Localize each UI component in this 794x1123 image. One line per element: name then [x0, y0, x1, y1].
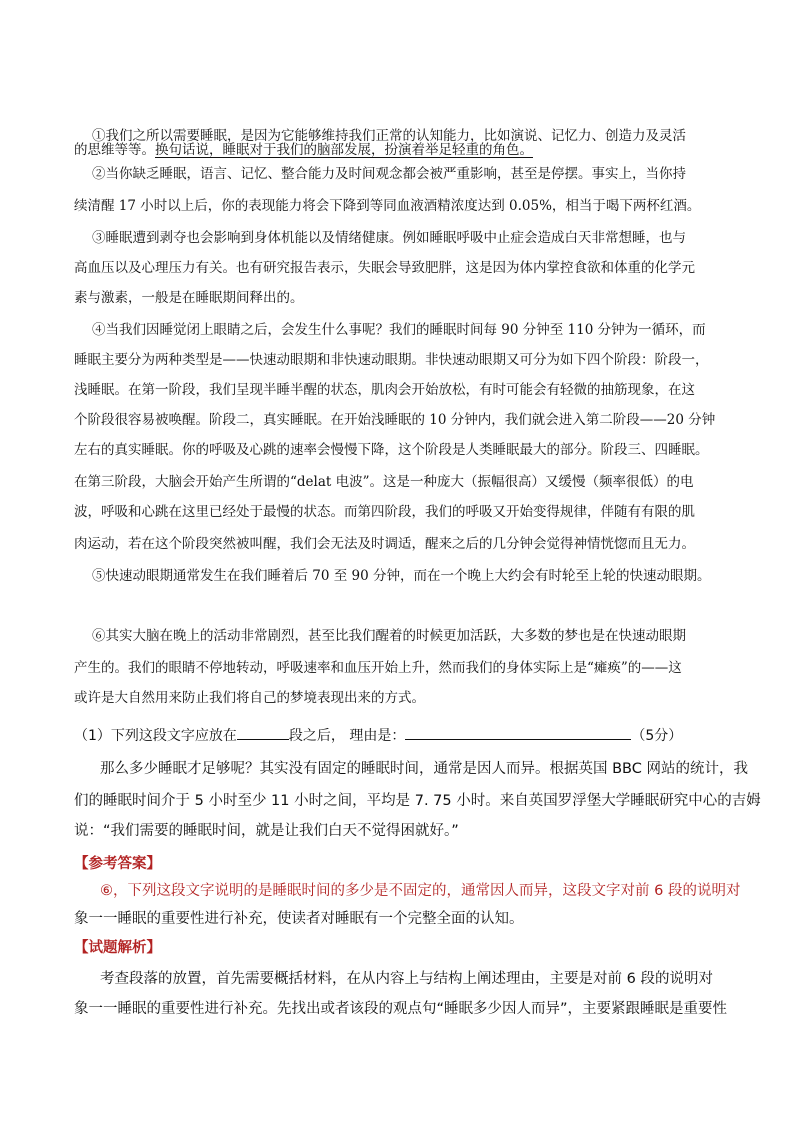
question-prefix: （1）下列这段文字应放在: [74, 728, 237, 744]
question-paragraph-line2: 们的睡眠时间介于 5 小时至少 11 小时之间，平均是 7. 75 小时。来自英国罗浮堡大学睡眠研究中心的吉姆: [74, 793, 761, 809]
passage-p4-line1: ④当我们因睡觉闭上眼睛之后，会发生什么事呢？我们的睡眠时间每 90 分钟至 110 分钟为一循环，而: [92, 322, 706, 338]
answer-blank-reason: [405, 724, 631, 740]
passage-p6-line2: 产生的。我们的眼睛不停地转动，呼吸速率和血压开始上升，然而我们的身体实际上是“瘫痪”的——这: [74, 660, 682, 676]
question-1: [74, 724, 682, 746]
question-score: （5分）: [631, 728, 683, 744]
passage-p5-line1: ⑤快速动眼期通常发生在我们睡着后 70 至 90 分钟，而在一个晚上大约会有时轮至上轮的快速动眼期。: [92, 568, 711, 584]
passage-p3-line2: 高血压以及心理压力有关。也有研究报告表示，失眠会导致肥胖，这是因为体内掌控食欲和体重的化学元: [74, 260, 695, 276]
question-paragraph-line3: 说：“我们需要的睡眠时间，就是让我们白天不觉得困就好。”: [74, 823, 459, 839]
passage-p2-line1: ②当你缺乏睡眠，语言、记忆、整合能力及时间观念都会被严重影响，甚至是停摆。事实上，当你持: [92, 166, 686, 182]
question-paragraph-line1: 那么多少睡眠才足够呢？其实没有固定的睡眠时间，通常是因人而异。根据英国 BBC 网站的统计，我: [100, 761, 748, 777]
passage-p1-underlined-sentence: 换句话说，睡眠对于我们的脑部发展，扮演着举足轻重的角色。: [155, 142, 533, 158]
question-middle: 段之后， 理由是：: [288, 728, 406, 744]
reference-answer-line1: ⑥，下列这段文字说明的是睡眠时间的多少是不固定的，通常因人而异，这段文字对前 6 段的说明对: [100, 883, 741, 899]
analysis-line2: 象一一睡眠的重要性进行补充。先找出或者该段的观点句“睡眠多少因人而异”，主要紧跟睡眠是重要性: [74, 1001, 728, 1017]
reference-answer-line2: 象一一睡眠的重要性进行补充，使读者对睡眠有一个完整全面的认知。: [74, 911, 524, 927]
passage-p1-line2: [74, 140, 533, 160]
passage-p4-line4: 个阶段很容易被唤醒。阶段二，真实睡眠。在开始浅睡眠的 10 分钟内，我们就会进入第二阶段——20 分钟: [74, 412, 716, 428]
passage-p6-line3: 或许是大自然用来防止我们将自己的梦境表现出来的方式。: [74, 690, 425, 706]
passage-p4-line6: 在第三阶段，大脑会开始产生所谓的“delat 电波”。这是一种庞大（振幅很高）又缓慢（频率很低）的电: [74, 474, 694, 490]
passage-p4-line3: 浅睡眠。在第一阶段，我们呈现半睡半醒的状态，肌肉会开始放松，有时可能会有轻微的抽筋现象，在这: [74, 382, 695, 398]
analysis-line1: 考查段落的放置，首先需要概括材料，在从内容上与结构上阐述理由，主要是对前 6 段的说明对: [100, 971, 713, 987]
reference-answer-label: 【参考答案】: [74, 856, 161, 872]
passage-p4-line5: 左右的真实睡眠。你的呼吸及心跳的速率会慢慢下降，这个阶段是人类睡眠最大的部分。阶段三、四睡眠。: [74, 442, 709, 458]
passage-p3-line3: 素与激素，一般是在睡眠期间释出的。: [74, 290, 304, 306]
passage-p1-line1: ①我们之所以需要睡眠，是因为它能够维持我们正常的认知能力，比如演说、记忆力、创造力及灵活: [92, 128, 686, 144]
answer-blank-paragraph: [237, 724, 289, 740]
passage-p3-line1: ③睡眠遭到剥夺也会影响到身体机能以及情绪健康。例如睡眠呼吸中止症会造成白天非常想睡，也与: [92, 230, 686, 246]
passage-p4-line2: 睡眠主要分为两种类型是——快速动眼期和非快速动眼期。非快速动眼期又可分为如下四个阶段：阶段一，: [74, 352, 709, 368]
analysis-label: 【试题解析】: [74, 940, 161, 956]
passage-p2-line2: 续清醒 17 小时以上后，你的表现能力将会下降到等同血液酒精浓度达到 0.05%，相当于喝下两杯红酒。: [74, 198, 701, 214]
passage-p4-line7: 波，呼吸和心跳在这里已经处于最慢的状态。而第四阶段，我们的呼吸又开始变得规律，伴随有有限的肌: [74, 504, 695, 520]
passage-p1-line2-plain: 的思维等等。: [74, 142, 155, 158]
passage-p4-line8: 肉运动，若在这个阶段突然被叫醒，我们会无法及时调适，醒来之后的几分钟会觉得神情恍惚而且无力。: [74, 536, 695, 552]
passage-p6-line1: ⑥其实大脑在晚上的活动非常剧烈，甚至比我们醒着的时候更加活跃，大多数的梦也是在快速动眼期: [92, 628, 686, 644]
